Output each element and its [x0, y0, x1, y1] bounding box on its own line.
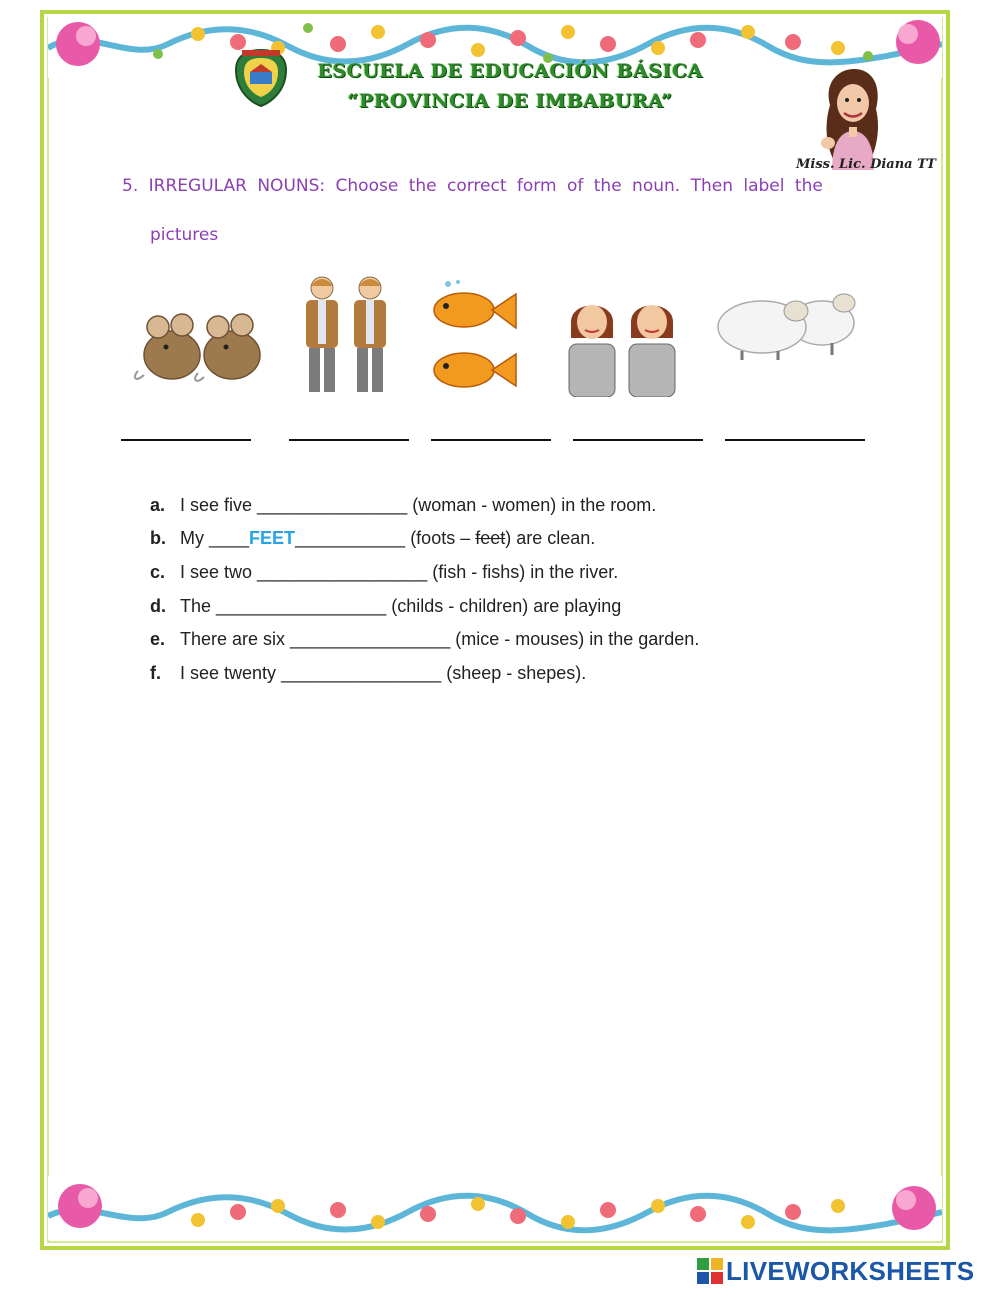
- item-letter: b.: [150, 528, 166, 548]
- sentence-end: (fish - fishs) in the river.: [427, 562, 619, 582]
- exercise-item-d: [150, 595, 621, 617]
- exercise-item-c: [150, 561, 618, 583]
- item-letter: a.: [150, 495, 166, 515]
- answer-blank[interactable]: ________________: [281, 663, 442, 683]
- exercise-item-e: [150, 628, 699, 650]
- answer-blank[interactable]: _______________: [257, 495, 408, 515]
- sentence-end: (woman - women) in the room.: [407, 495, 657, 515]
- answer-filled[interactable]: FEET: [249, 528, 296, 548]
- instruction-number: 5.: [122, 176, 139, 196]
- liveworksheets-logo[interactable]: [697, 1255, 974, 1287]
- sentence-end: ) are clean.: [505, 528, 596, 548]
- sheep-image: [712, 285, 862, 360]
- sentence-middle: (foots –: [405, 528, 476, 548]
- flower-border-bottom: [48, 1176, 942, 1240]
- school-emblem-icon: [232, 48, 290, 108]
- sentence-end: (mice - mouses) in the garden.: [450, 629, 700, 649]
- item-letter: f.: [150, 663, 161, 683]
- mice-image: [130, 305, 270, 387]
- school-name-line-2: “PROVINCIA DE IMBABURA”: [347, 90, 673, 112]
- sentence-end: (sheep - shepes).: [441, 663, 587, 683]
- fish-image: [428, 278, 520, 398]
- item-letter: c.: [150, 562, 166, 582]
- brand-name: LIVEWORKSHEETS: [726, 1255, 975, 1286]
- sentence-start: My ____: [180, 528, 250, 548]
- answer-blank[interactable]: _________________: [257, 562, 428, 582]
- exercise-item-a: [150, 494, 656, 516]
- liveworksheets-logo-icon: [697, 1258, 723, 1284]
- item-letter: d.: [150, 596, 166, 616]
- picture-label-blank-1[interactable]: [121, 439, 251, 441]
- answer-blank[interactable]: _________________: [216, 596, 387, 616]
- teacher-signature: Miss. Lic. Diana TT: [796, 157, 936, 172]
- picture-label-blank-5[interactable]: [725, 439, 865, 441]
- struck-option: feet: [475, 528, 506, 548]
- sentence-end: (childs - children) are playing: [386, 596, 622, 616]
- picture-label-blank-2[interactable]: [289, 439, 409, 441]
- men-image: [300, 272, 395, 397]
- picture-label-blank-3[interactable]: [431, 439, 551, 441]
- exercise-item-b: [150, 527, 595, 549]
- sentence-start: I see twenty: [180, 663, 282, 683]
- school-name-line-1: ESCUELA DE EDUCACIÓN BÁSICA: [317, 60, 703, 82]
- sentence-start: I see two: [180, 562, 258, 582]
- exercise-instruction: [122, 173, 936, 199]
- item-letter: e.: [150, 629, 166, 649]
- teacher-avatar: [818, 65, 886, 170]
- sentence-start: I see five: [180, 495, 258, 515]
- instruction-text-continued: pictures: [150, 225, 219, 245]
- picture-label-blank-4[interactable]: [573, 439, 703, 441]
- instruction-text: IRREGULAR NOUNS: Choose the correct form of the noun. Then label the: [148, 176, 823, 196]
- answer-blank[interactable]: ___________: [295, 528, 406, 548]
- sentence-start: The: [180, 596, 217, 616]
- sentence-start: There are six: [180, 629, 291, 649]
- exercise-item-f: [150, 662, 586, 684]
- answer-blank[interactable]: ________________: [290, 629, 451, 649]
- women-image: [565, 292, 680, 397]
